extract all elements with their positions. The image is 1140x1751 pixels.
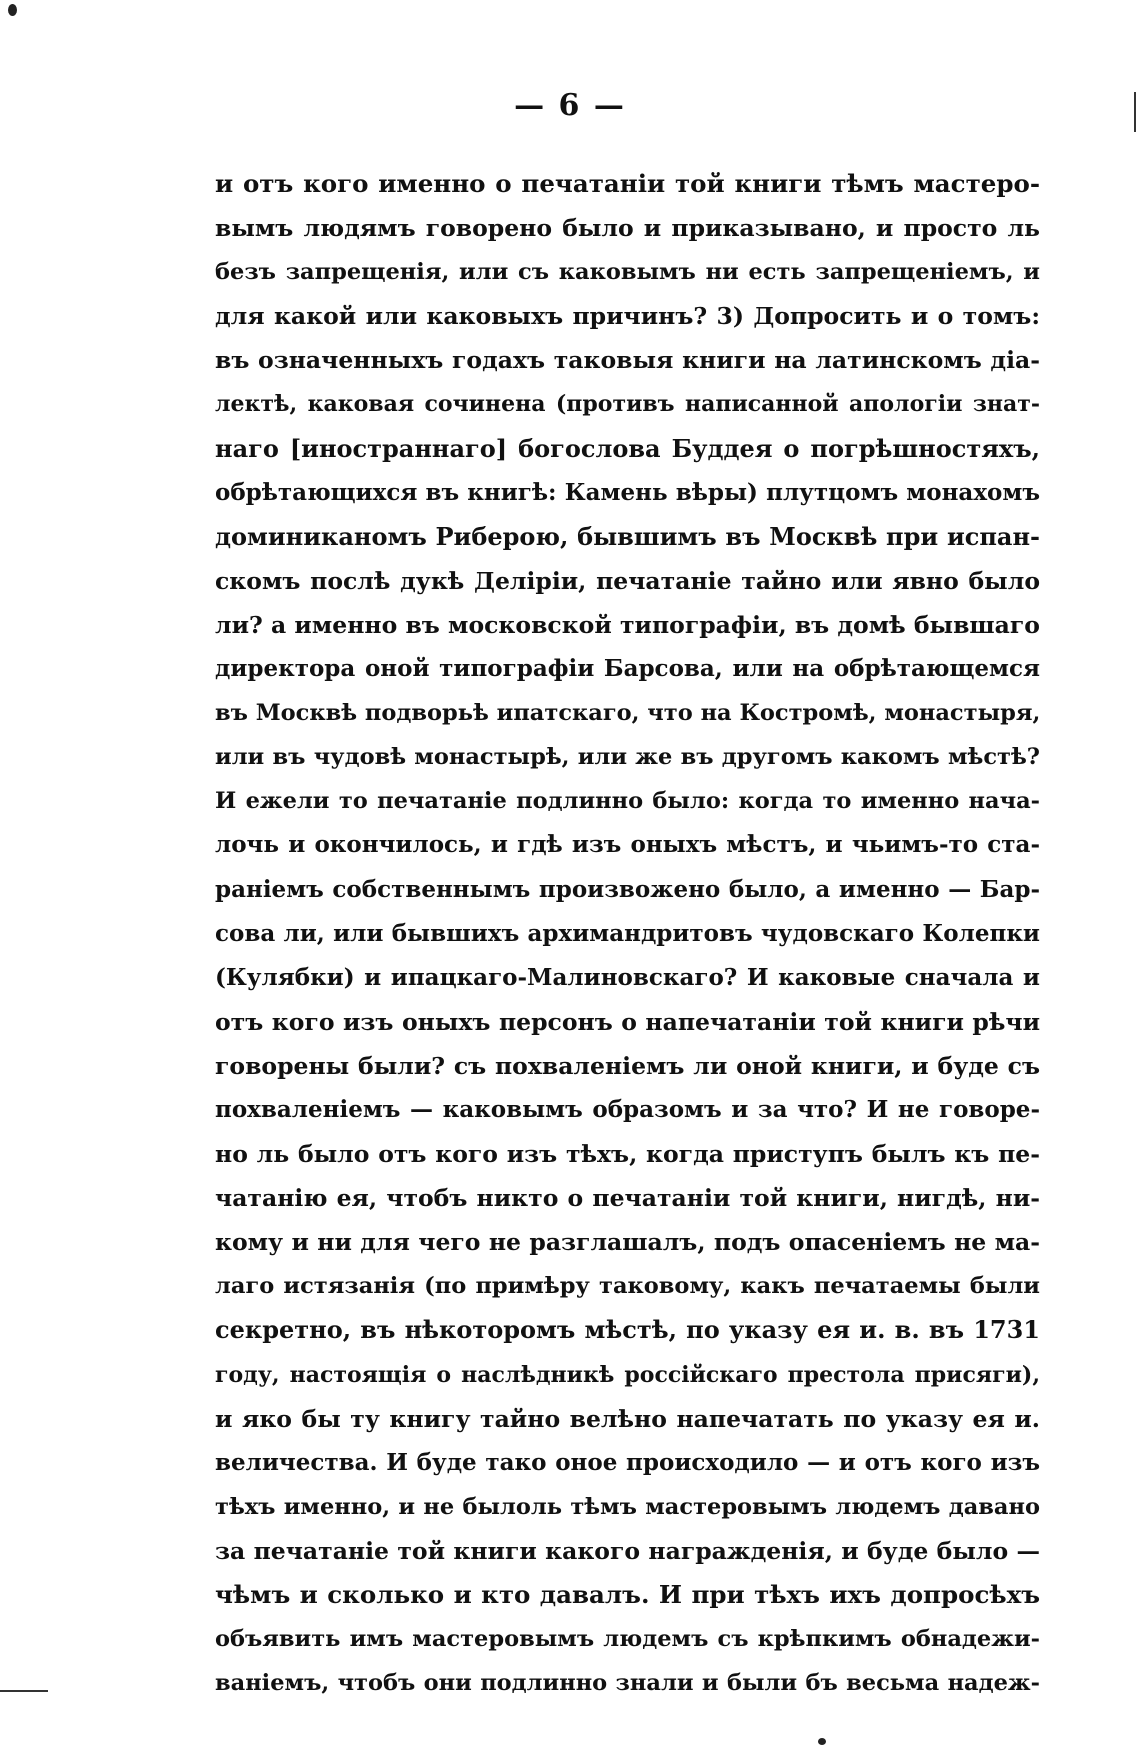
text-line: лектѣ, каковая сочинена (противъ написанной апологіи знат-	[215, 391, 1040, 418]
text-line: ли? а именно въ московской типографіи, въ домѣ бывшаго	[215, 610, 1040, 639]
scan-mark-left	[0, 1690, 48, 1692]
text-line: чѣмъ и сколько и кто давалъ. И при тѣхъ ихъ допросѣхъ	[215, 1580, 1040, 1609]
text-line: лочь и окончилось, и гдѣ изъ оныхъ мѣстъ, и чьимъ-то ста-	[215, 831, 1040, 859]
text-line: чатанію ея, чтобъ никто о печатаніи той книги, нигдѣ, ни-	[215, 1184, 1040, 1213]
text-line: и отъ кого именно о печатаніи той книги тѣмъ мастеро-	[215, 169, 1040, 198]
text-line: но ль было отъ кого изъ тѣхъ, когда приступъ былъ къ пе-	[215, 1140, 1040, 1169]
text-line: въ Москвѣ подворьѣ ипатскаго, что на Костромѣ, монастыря,	[215, 700, 1041, 727]
text-line: величества. И буде тако оное происходило — и отъ кого изъ	[215, 1448, 1040, 1476]
text-line: секретно, въ нѣкоторомъ мѣстѣ, по указу ея и. в. въ 1731	[215, 1315, 1040, 1345]
text-line: доминиканомъ Риберою, бывшимъ въ Москвѣ при испан-	[215, 521, 1040, 551]
text-line: и яко бы ту книгу тайно велѣно напечатать по указу ея и.	[215, 1404, 1040, 1433]
body-text	[215, 162, 1040, 1705]
page-number: — 6 —	[514, 88, 626, 123]
text-line: для какой или каковыхъ причинъ? 3) Допросить и о томъ:	[215, 302, 1040, 331]
scan-speck-top-left	[8, 4, 17, 16]
text-line: году, настоящія о наслѣдникѣ россійскаго престола присяги),	[215, 1361, 1040, 1388]
text-line: похваленіемъ — каковымъ образомъ и за что? И не говоре-	[215, 1095, 1040, 1123]
text-line: вымъ людямъ говорено было и приказывано, и просто ль	[215, 214, 1040, 243]
text-line: говорены были? съ похваленіемъ ли оной книги, и буде съ	[215, 1051, 1040, 1080]
text-line: сова ли, или бывшихъ архимандритовъ чудовскаго Колепки	[215, 919, 1040, 947]
text-line: директора оной типографіи Барсова, или на обрѣтающемся	[215, 655, 1040, 683]
text-line: за печатаніе той книги какого награжденія, и буде было —	[215, 1536, 1040, 1565]
text-line: И ежели то печатаніе подлинно было: когда то именно нача-	[215, 788, 1040, 815]
text-line: раніемъ собственнымъ произвожено было, а именно — Бар-	[215, 875, 1040, 903]
text-line: наго [иностраннаго] богослова Буддея о погрѣшностяхъ,	[215, 433, 1040, 463]
text-line: кому и ни для чего не разглашалъ, подъ опасеніемъ не ма-	[215, 1228, 1040, 1257]
text-line: лаго истязанія (по примѣру таковому, какъ печатаемы были	[215, 1273, 1040, 1300]
text-line: тѣхъ именно, и не былоль тѣмъ мастеровымъ людемъ давано	[215, 1493, 1040, 1520]
text-line: ваніемъ, чтобъ они подлинно знали и были бъ весьма надеж-	[215, 1670, 1040, 1697]
text-line: скомъ послѣ дукѣ Деліріи, печатаніе тайно или явно было	[215, 566, 1040, 595]
text-line: объявить имъ мастеровымъ людемъ съ крѣпкимъ обнадежи-	[215, 1626, 1040, 1653]
text-line: или въ чудовѣ монастырѣ, или же въ другомъ какомъ мѣстѣ?	[215, 744, 1040, 771]
text-line: отъ кого изъ оныхъ персонъ о напечатаніи той книги рѣчи	[215, 1007, 1040, 1036]
text-line: обрѣтающихся въ книгѣ: Камень вѣры) плутцомъ монахомъ	[215, 478, 1040, 506]
text-line: безъ запрещенія, или съ каковымъ ни есть запрещеніемъ, и	[215, 259, 1040, 286]
text-line: (Кулябки) и ипацкаго-Малиновскаго? И каковые сначала и	[215, 963, 1040, 991]
text-line: въ означенныхъ годахъ таковыя книги на латинскомъ діа-	[215, 346, 1040, 375]
scan-speck-bottom	[818, 1738, 826, 1745]
